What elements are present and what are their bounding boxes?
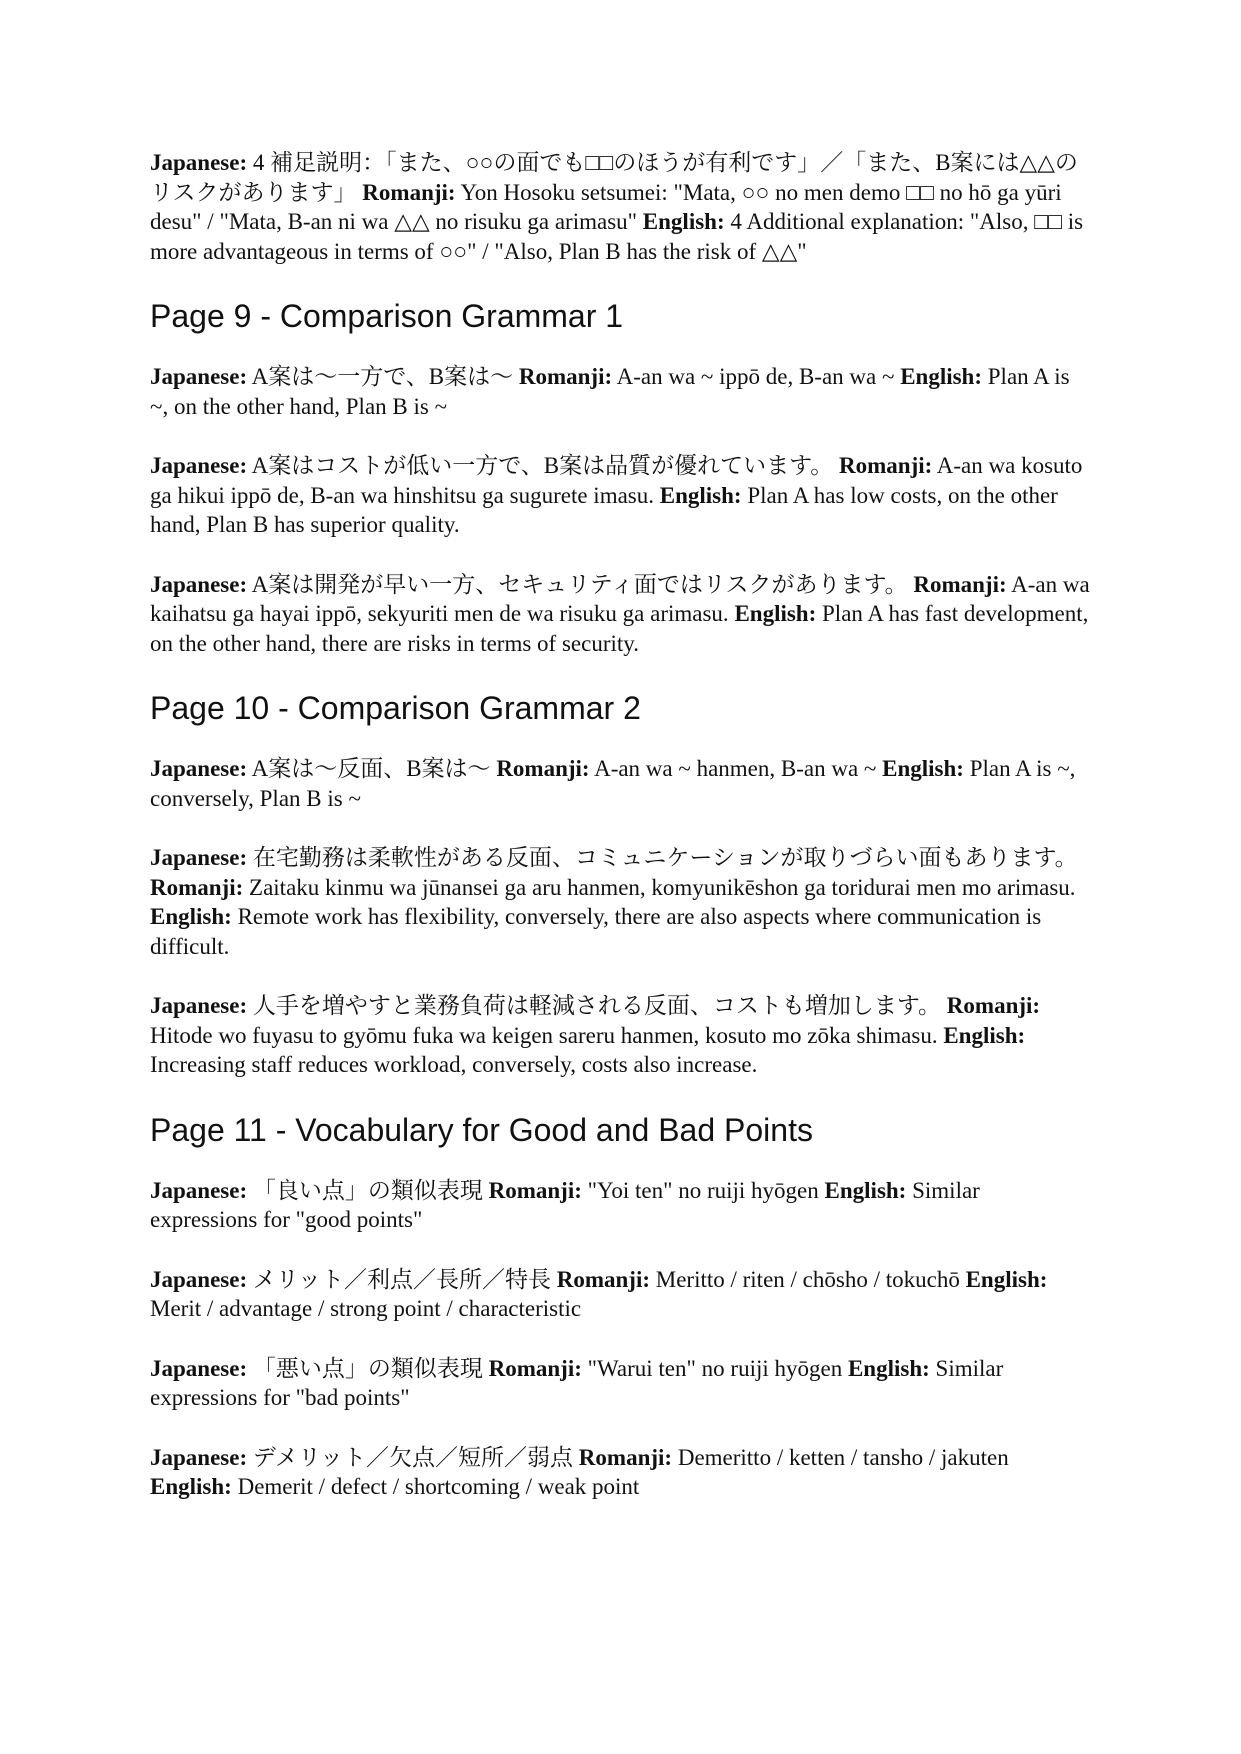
section-heading: Page 10 - Comparison Grammar 2 — [150, 690, 641, 726]
section-heading: Page 9 - Comparison Grammar 1 — [150, 298, 624, 334]
japanese-text: 「良い点」の類似表現 — [252, 1177, 483, 1203]
vocab-entry — [150, 1354, 1092, 1413]
romanji-text: "Yoi ten" no ruiji hyōgen — [587, 1177, 819, 1203]
japanese-label: Japanese: — [150, 364, 248, 389]
japanese-text: 「悪い点」の類似表現 — [252, 1355, 483, 1381]
japanese-text: A案は〜反面、B案は〜 — [251, 756, 491, 781]
english-label: English: — [150, 1474, 232, 1499]
romanji-text: Yon Hosoku setsumei: "Mata, ○○ no men demo □□ no hō ga yūri desu" / "Mata, B-an ni wa △△ no risuku ga arimasu" — [150, 179, 1062, 234]
japanese-text: 人手を増やすと業務負荷は軽減される反面、コストも増加します。 — [252, 993, 942, 1018]
romanji-text: Zaitaku kinmu wa jūnansei ga aru hanmen, komyunikēshon ga toridurai men mo arimasu. — [249, 874, 1076, 900]
romanji-label: Romanji: — [556, 1266, 650, 1292]
english-text: Increasing staff reduces workload, conversely, costs also increase. — [150, 1052, 758, 1077]
romanji-text: A-an wa kaihatsu ga hayai ippō, sekyuriti men de wa risuku ga arimasu. — [150, 571, 1090, 626]
vocab-entry — [150, 754, 1092, 813]
japanese-label: Japanese: — [150, 1177, 248, 1203]
english-label: English: — [882, 756, 964, 781]
english-text: Remote work has flexibility, conversely, there are also aspects where communication is difficult. — [150, 904, 1042, 959]
romanji-text: Demeritto / ketten / tansho / jakuten — [677, 1444, 1009, 1470]
english-label: English: — [847, 1355, 930, 1381]
vocab-entry — [150, 451, 1092, 540]
romanji-text: Meritto / riten / chōsho / tokuchō — [655, 1266, 960, 1292]
romanji-label: Romanji: — [488, 1177, 582, 1203]
japanese-label: Japanese: — [150, 845, 248, 870]
english-text: Similar expressions for "bad points" — [150, 1355, 1004, 1410]
english-label: English: — [824, 1177, 907, 1203]
romanji-label: Romanji: — [578, 1444, 673, 1470]
japanese-text: 4 補足説明：「また、○○の面でも□□のほうが有利です」／「また、B案には△△のリスクがあります」 — [150, 150, 1078, 205]
romanji-label: Romanji: — [839, 453, 933, 478]
japanese-label: Japanese: — [150, 993, 248, 1018]
romanji-label: Romanji: — [496, 756, 590, 781]
japanese-label: Japanese: — [150, 756, 248, 781]
english-text: Plan A has low costs, on the other hand, Plan B has superior quality. — [150, 482, 1058, 537]
japanese-label: Japanese: — [150, 1444, 248, 1470]
english-text: Plan A has fast development, on the other hand, there are risks in terms of security. — [150, 601, 1089, 656]
english-text: Plan A is ~, conversely, Plan B is ~ — [150, 756, 1076, 811]
romanji-text: A-an wa ~ ippō de, B-an wa ~ — [616, 364, 895, 389]
romanji-label: Romanji: — [913, 571, 1007, 597]
japanese-label: Japanese: — [150, 1355, 248, 1381]
romanji-text: A-an wa ~ hanmen, B-an wa ~ — [594, 756, 877, 781]
romanji-text: "Warui ten" no ruiji hyōgen — [587, 1355, 843, 1381]
document-page — [150, 148, 1092, 1532]
vocab-entry — [150, 991, 1092, 1080]
vocab-entry — [150, 362, 1092, 421]
romanji-text: A-an wa kosuto ga hikui ippō de, B-an wa hinshitsu ga sugurete imasu. — [150, 453, 1083, 508]
romanji-label: Romanji: — [518, 364, 613, 389]
english-text: Merit / advantage / strong point / characteristic — [150, 1296, 582, 1321]
section-heading: Page 11 - Vocabulary for Good and Bad Points — [150, 1111, 813, 1148]
vocab-entry — [150, 570, 1092, 659]
vocab-entry — [150, 1265, 1092, 1324]
english-label: English: — [900, 364, 983, 389]
japanese-text: 在宅勤務は柔軟性がある反面、コミュニケーションが取りづらい面もあります。 — [252, 845, 1078, 870]
japanese-text: メリット／利点／長所／特長 — [252, 1266, 551, 1292]
romanji-label: Romanji: — [946, 993, 1041, 1018]
romanji-label: Romanji: — [362, 179, 456, 205]
romanji-label: Romanji: — [150, 874, 244, 900]
english-label: English: — [734, 601, 817, 626]
vocab-entry — [150, 843, 1092, 961]
japanese-label: Japanese: — [150, 150, 248, 175]
japanese-label: Japanese: — [150, 453, 248, 478]
english-label: English: — [642, 209, 725, 234]
japanese-text: A案はコストが低い一方で、B案は品質が優れています。 — [251, 453, 834, 478]
japanese-text: デメリット／欠点／短所／弱点 — [252, 1444, 574, 1470]
japanese-text: A案は〜一方で、B案は〜 — [251, 364, 514, 389]
english-text: 4 Additional explanation: "Also, □□ is more advantageous in terms of ○○" / "Also, Plan B has the risk of △△" — [150, 209, 1084, 264]
english-label: English: — [943, 1022, 1026, 1048]
english-label: English: — [659, 482, 742, 508]
english-text: Demerit / defect / shortcoming / weak point — [237, 1474, 640, 1499]
english-label: English: — [150, 904, 232, 929]
japanese-label: Japanese: — [150, 1266, 248, 1292]
japanese-text: A案は開発が早い一方、セキュリティ面ではリスクがあります。 — [251, 571, 908, 597]
vocab-entry — [150, 148, 1092, 266]
japanese-label: Japanese: — [150, 571, 248, 597]
vocab-entry — [150, 1443, 1092, 1502]
romanji-label: Romanji: — [488, 1355, 582, 1381]
romanji-text: Hitode wo fuyasu to gyōmu fuka wa keigen sareru hanmen, kosuto mo zōka shimasu. — [150, 1022, 938, 1048]
english-text: Similar expressions for "good points" — [150, 1177, 980, 1232]
english-text: Plan A is ~, on the other hand, Plan B is ~ — [150, 364, 1070, 419]
english-label: English: — [965, 1266, 1048, 1292]
vocab-entry — [150, 1176, 1092, 1235]
